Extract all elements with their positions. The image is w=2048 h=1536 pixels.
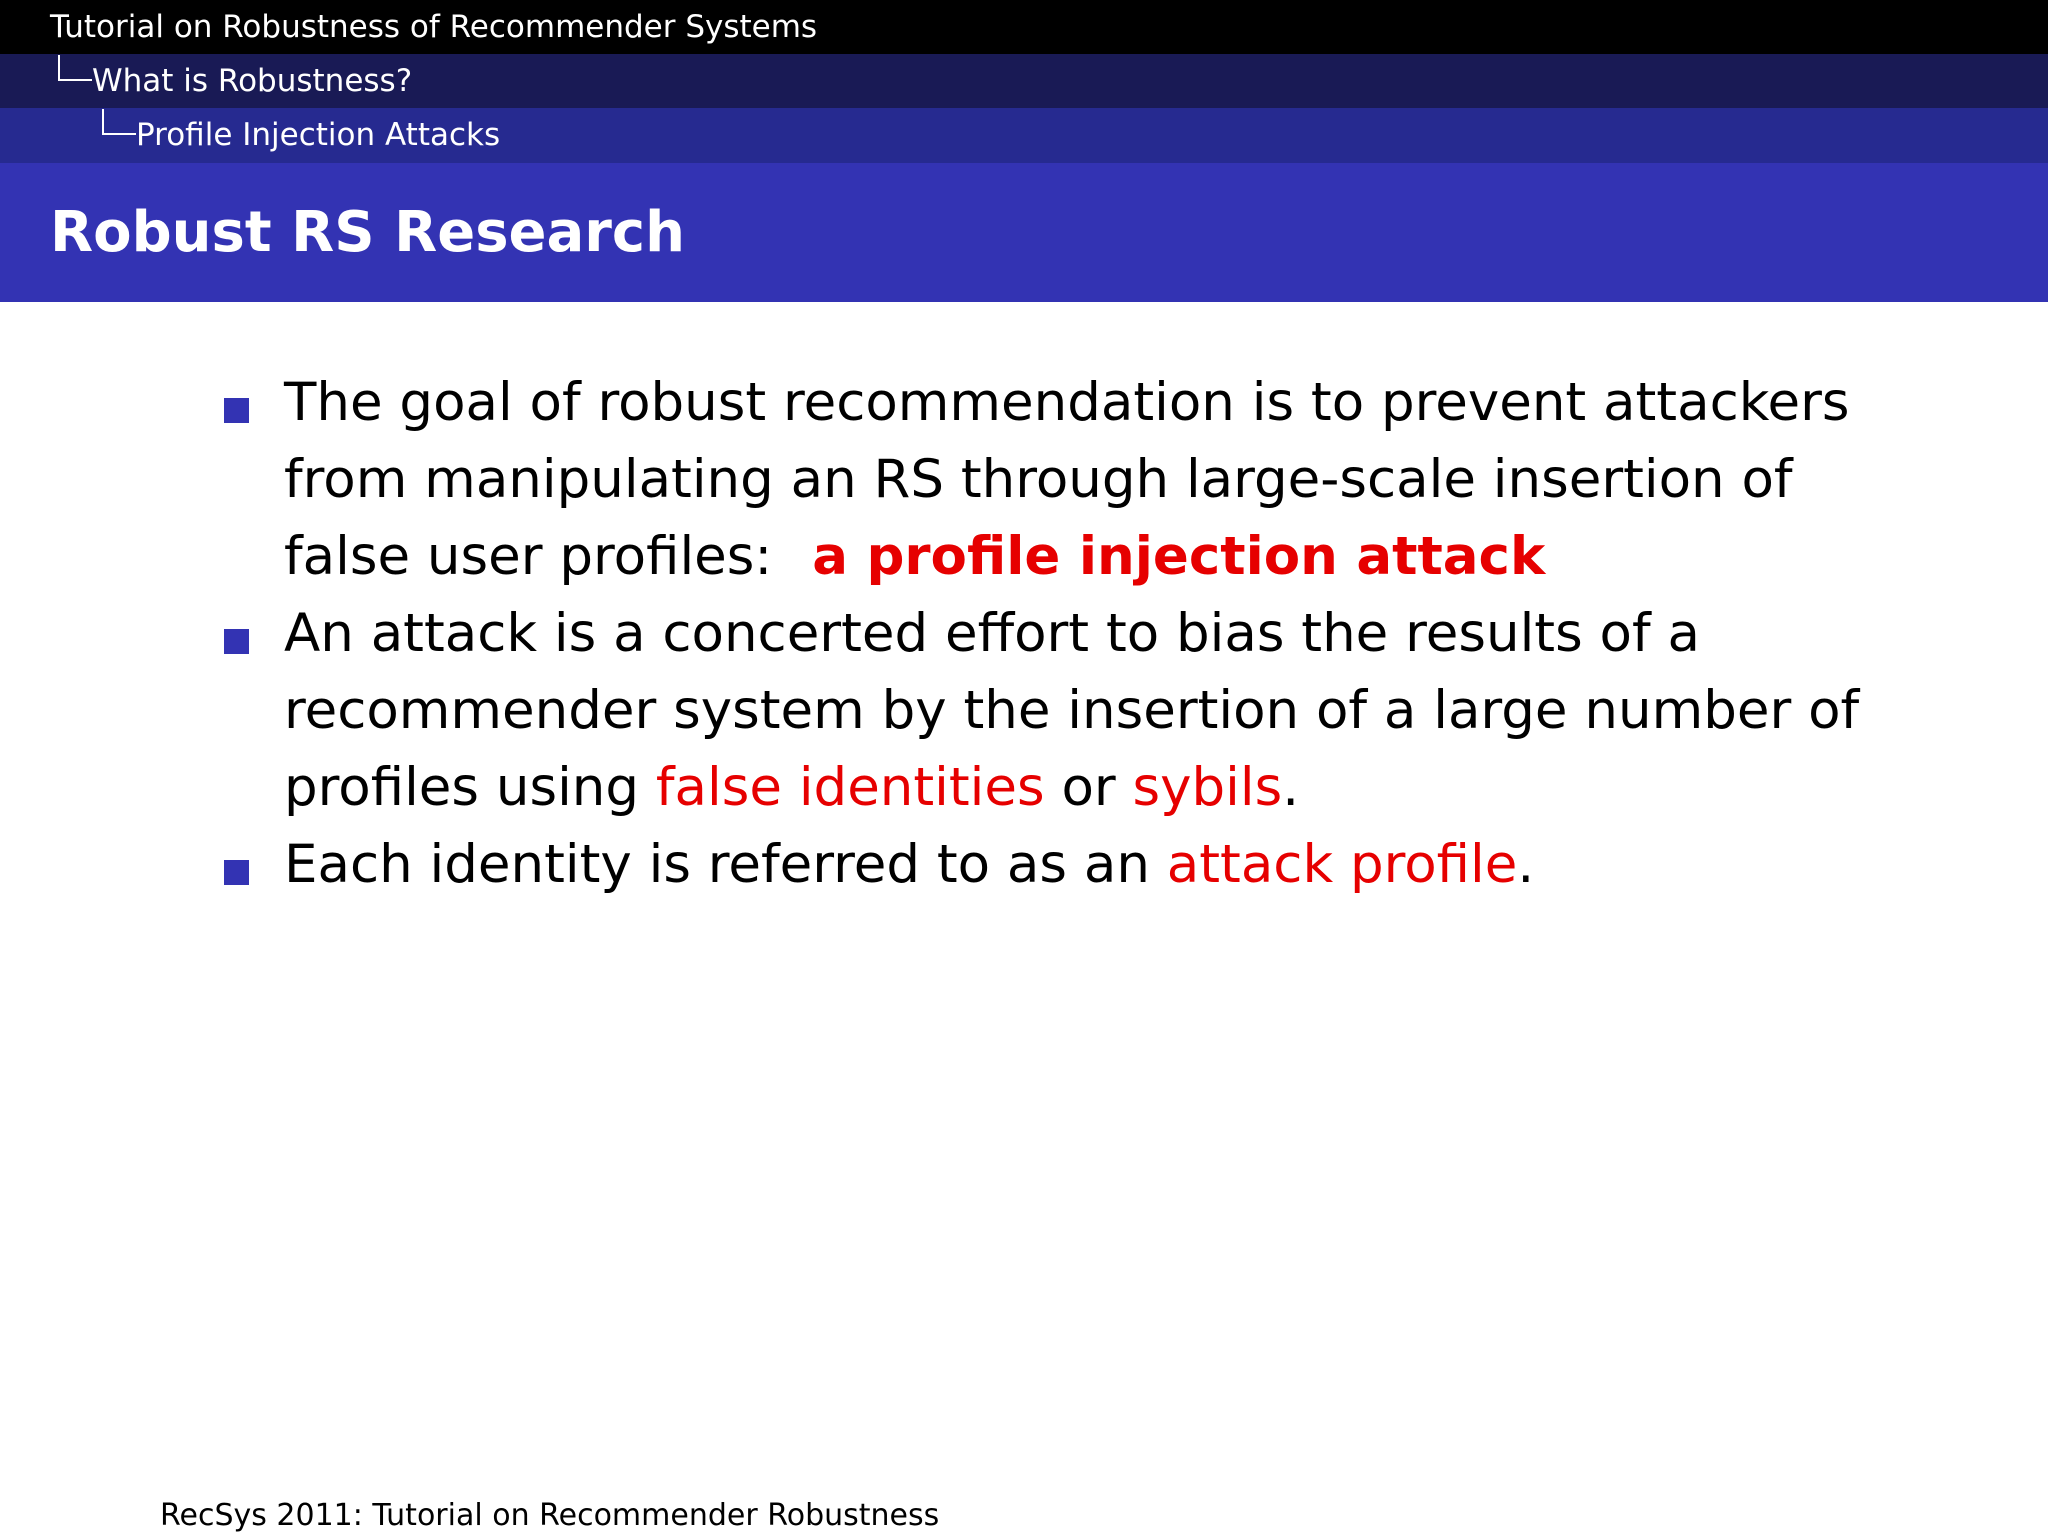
tree-corner-icon [58, 55, 92, 81]
bullet-text: An attack is a concerted effort to bias the results of a recommender system by the insertion of a large number of profiles using [284, 603, 1860, 818]
square-bullet-icon [224, 860, 249, 885]
square-bullet-icon [224, 398, 249, 423]
header-presentation-title-band [0, 0, 2048, 54]
header-subsection-band [0, 108, 2048, 163]
bullet-item [222, 826, 1902, 903]
subsection-title: Profile Injection Attacks [136, 117, 501, 153]
bullet-highlight: attack profile [1166, 834, 1518, 895]
footer-text: RecSys 2011: Tutorial on Recommender Robustness [160, 1498, 940, 1533]
bullet-text: . [1282, 757, 1300, 818]
bullet-text: . [1517, 834, 1535, 895]
frame-title: Robust RS Research [50, 200, 685, 265]
bullet-highlight: a profile injection attack [812, 526, 1546, 587]
bullet-text: Each identity is referred to as an [284, 834, 1167, 895]
bullet-item [222, 364, 1902, 595]
bullet-highlight: false identities [655, 757, 1045, 818]
frame-title-bar [0, 163, 2048, 302]
section-title: What is Robustness? [92, 63, 413, 99]
bullet-list [222, 364, 1902, 903]
header-section-band [0, 54, 2048, 108]
bullet-highlight: sybils [1132, 757, 1283, 818]
bullet-text: The goal of robust recommendation is to prevent attackers from manipulating an RS through large-scale insertion of false user profiles: [284, 372, 1850, 587]
square-bullet-icon [224, 629, 249, 654]
presentation-title: Tutorial on Robustness of Recommender Systems [50, 9, 818, 45]
tree-corner-icon [102, 109, 136, 135]
bullet-item [222, 595, 1902, 826]
bullet-text: or [1044, 757, 1133, 818]
